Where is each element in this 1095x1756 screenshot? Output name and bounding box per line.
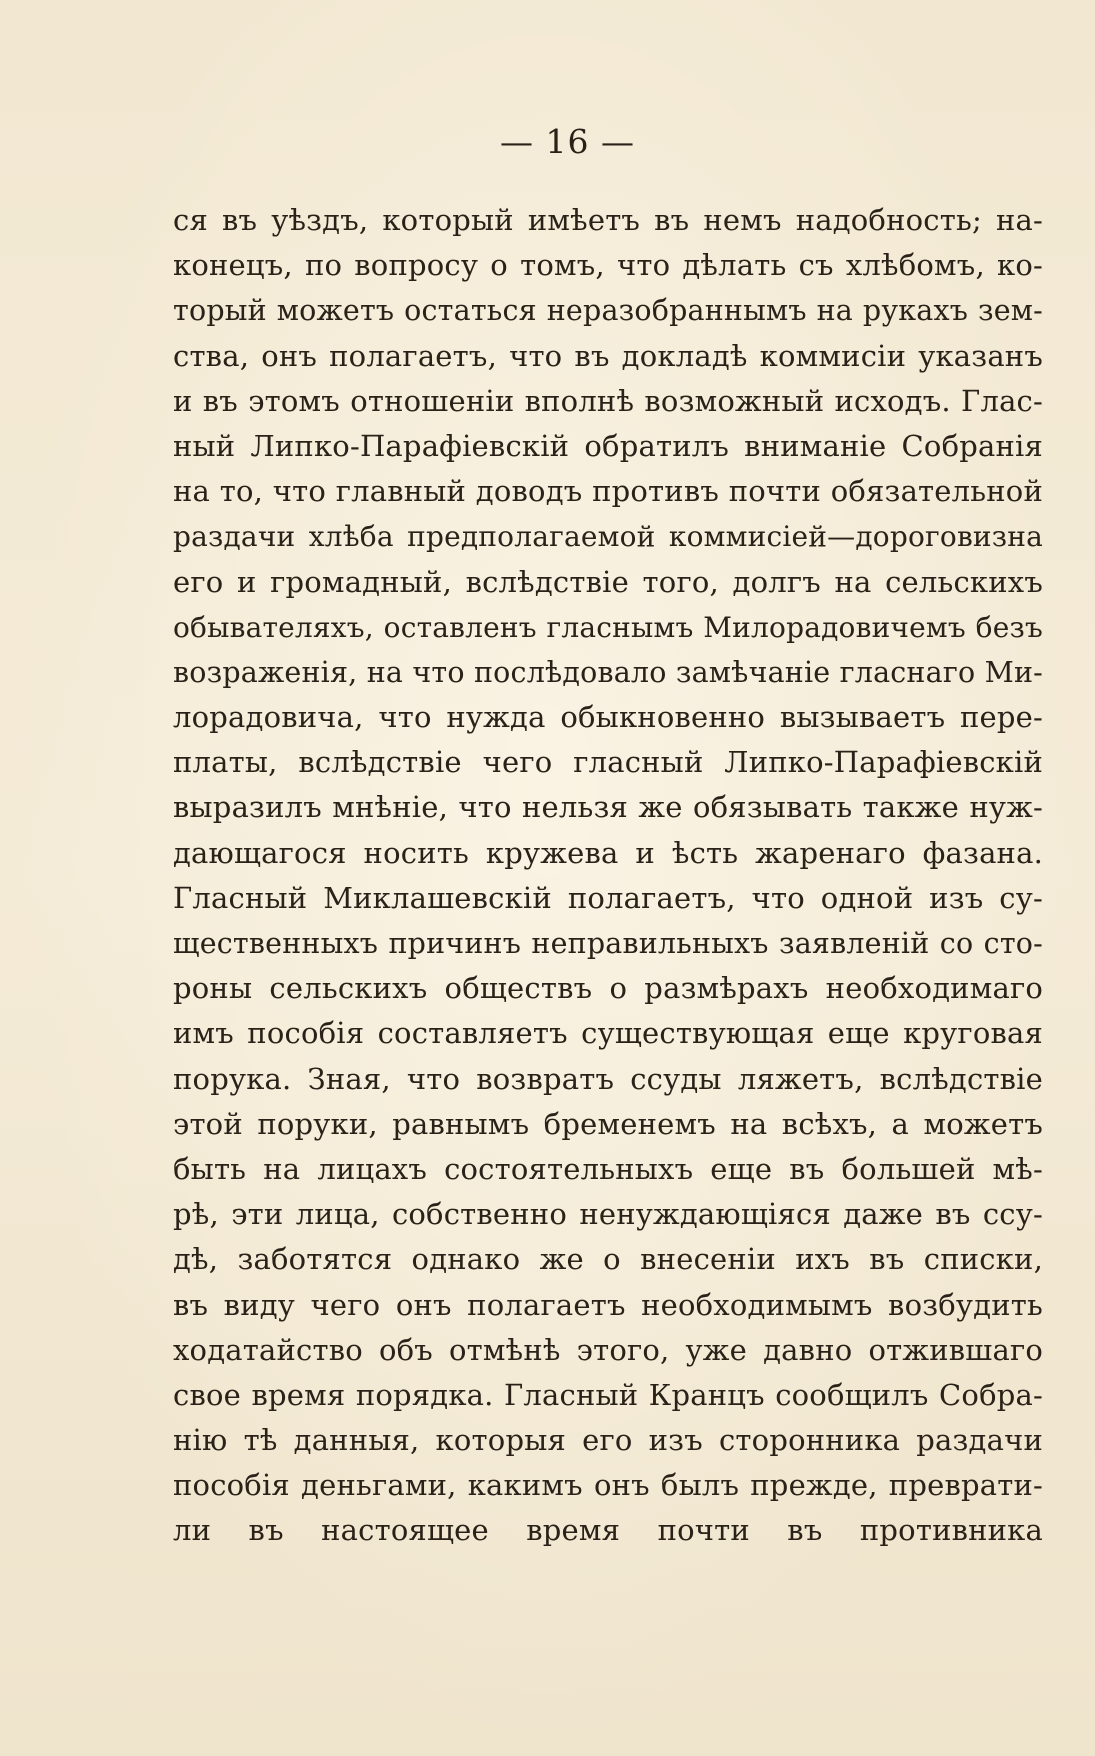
text-line: этой поруки, равнымъ бременемъ на всѣхъ, а можетъ xyxy=(173,1106,1043,1141)
text-line: его и громадный, вслѣдствіе того, долгъ на сельскихъ xyxy=(173,564,1043,599)
text-line: дѣ, заботятся однако же о внесеніи ихъ въ списки, xyxy=(173,1242,1043,1277)
text-line: щественныхъ причинъ неправильныхъ заявленій со сто- xyxy=(173,927,1043,960)
text-line: обывателяхъ, оставленъ гласнымъ Милорадовичемъ безъ xyxy=(173,610,1043,644)
text-line: ходатайство объ отмѣнѣ этого, уже давно отжившаго xyxy=(173,1332,1043,1367)
text-line: платы, вслѣдствіе чего гласный Липко-Парафіевскій xyxy=(173,745,1043,780)
text-line: дающагося носить кружева и ѣсть жаренаго фазана. xyxy=(173,835,1043,870)
text-line: Гласный Миклашевскій полагаетъ, что одной изъ су- xyxy=(173,880,1043,915)
text-line: ства, онъ полагаетъ, что въ докладѣ коммисіи указанъ xyxy=(173,338,1043,373)
text-line: пособія деньгами, какимъ онъ былъ прежде, преврати- xyxy=(173,1468,1043,1503)
body-text xyxy=(173,198,1043,1554)
text-line: и въ этомъ отношеніи вполнѣ возможный исходъ. Глас- xyxy=(173,383,1043,418)
page-number: — 16 — xyxy=(500,122,635,161)
text-line: раздачи хлѣба предполагаемой коммисіей—дороговизна xyxy=(173,520,1043,554)
text-line: выразилъ мнѣніе, что нельзя же обязывать также нуж- xyxy=(173,790,1043,825)
text-line: ный Липко-Парафіевскій обратилъ вниманіе Собранія xyxy=(173,428,1043,463)
text-line: быть на лицахъ состоятельныхъ еще въ большей мѣ- xyxy=(173,1151,1043,1186)
text-line: нію тѣ данныя, которыя его изъ сторонника раздачи xyxy=(173,1423,1043,1458)
text-line: возраженія, на что послѣдовало замѣчаніе гласнаго Ми- xyxy=(173,655,1043,689)
text-line: порука. Зная, что возвратъ ссуды ляжетъ, вслѣдствіе xyxy=(173,1061,1043,1096)
text-line: имъ пособія составляетъ существующая еще круговая xyxy=(173,1016,1043,1051)
text-line: ли въ настоящее время почти въ противника xyxy=(173,1513,1043,1548)
text-line: на то, что главный доводъ противъ почти обязательной xyxy=(173,474,1043,509)
text-line: торый можетъ остаться неразобраннымъ на рукахъ зем- xyxy=(173,294,1043,328)
text-line: рѣ, эти лица, собственно ненуждающіяся даже въ ссу- xyxy=(173,1197,1043,1232)
text-line: ся въ уѣздъ, который имѣетъ въ немъ надобность; на- xyxy=(173,203,1043,237)
text-line: роны сельскихъ обществъ о размѣрахъ необходимаго xyxy=(173,971,1043,1006)
text-line: свое время порядка. Гласный Кранцъ сообщилъ Собра- xyxy=(173,1377,1043,1412)
text-line: лорадовича, что нужда обыкновенно вызываетъ пере- xyxy=(173,700,1043,735)
text-line: въ виду чего онъ полагаетъ необходимымъ возбудить xyxy=(173,1287,1043,1322)
text-line: конецъ, по вопросу о томъ, что дѣлать съ хлѣбомъ, ко- xyxy=(173,248,1043,283)
